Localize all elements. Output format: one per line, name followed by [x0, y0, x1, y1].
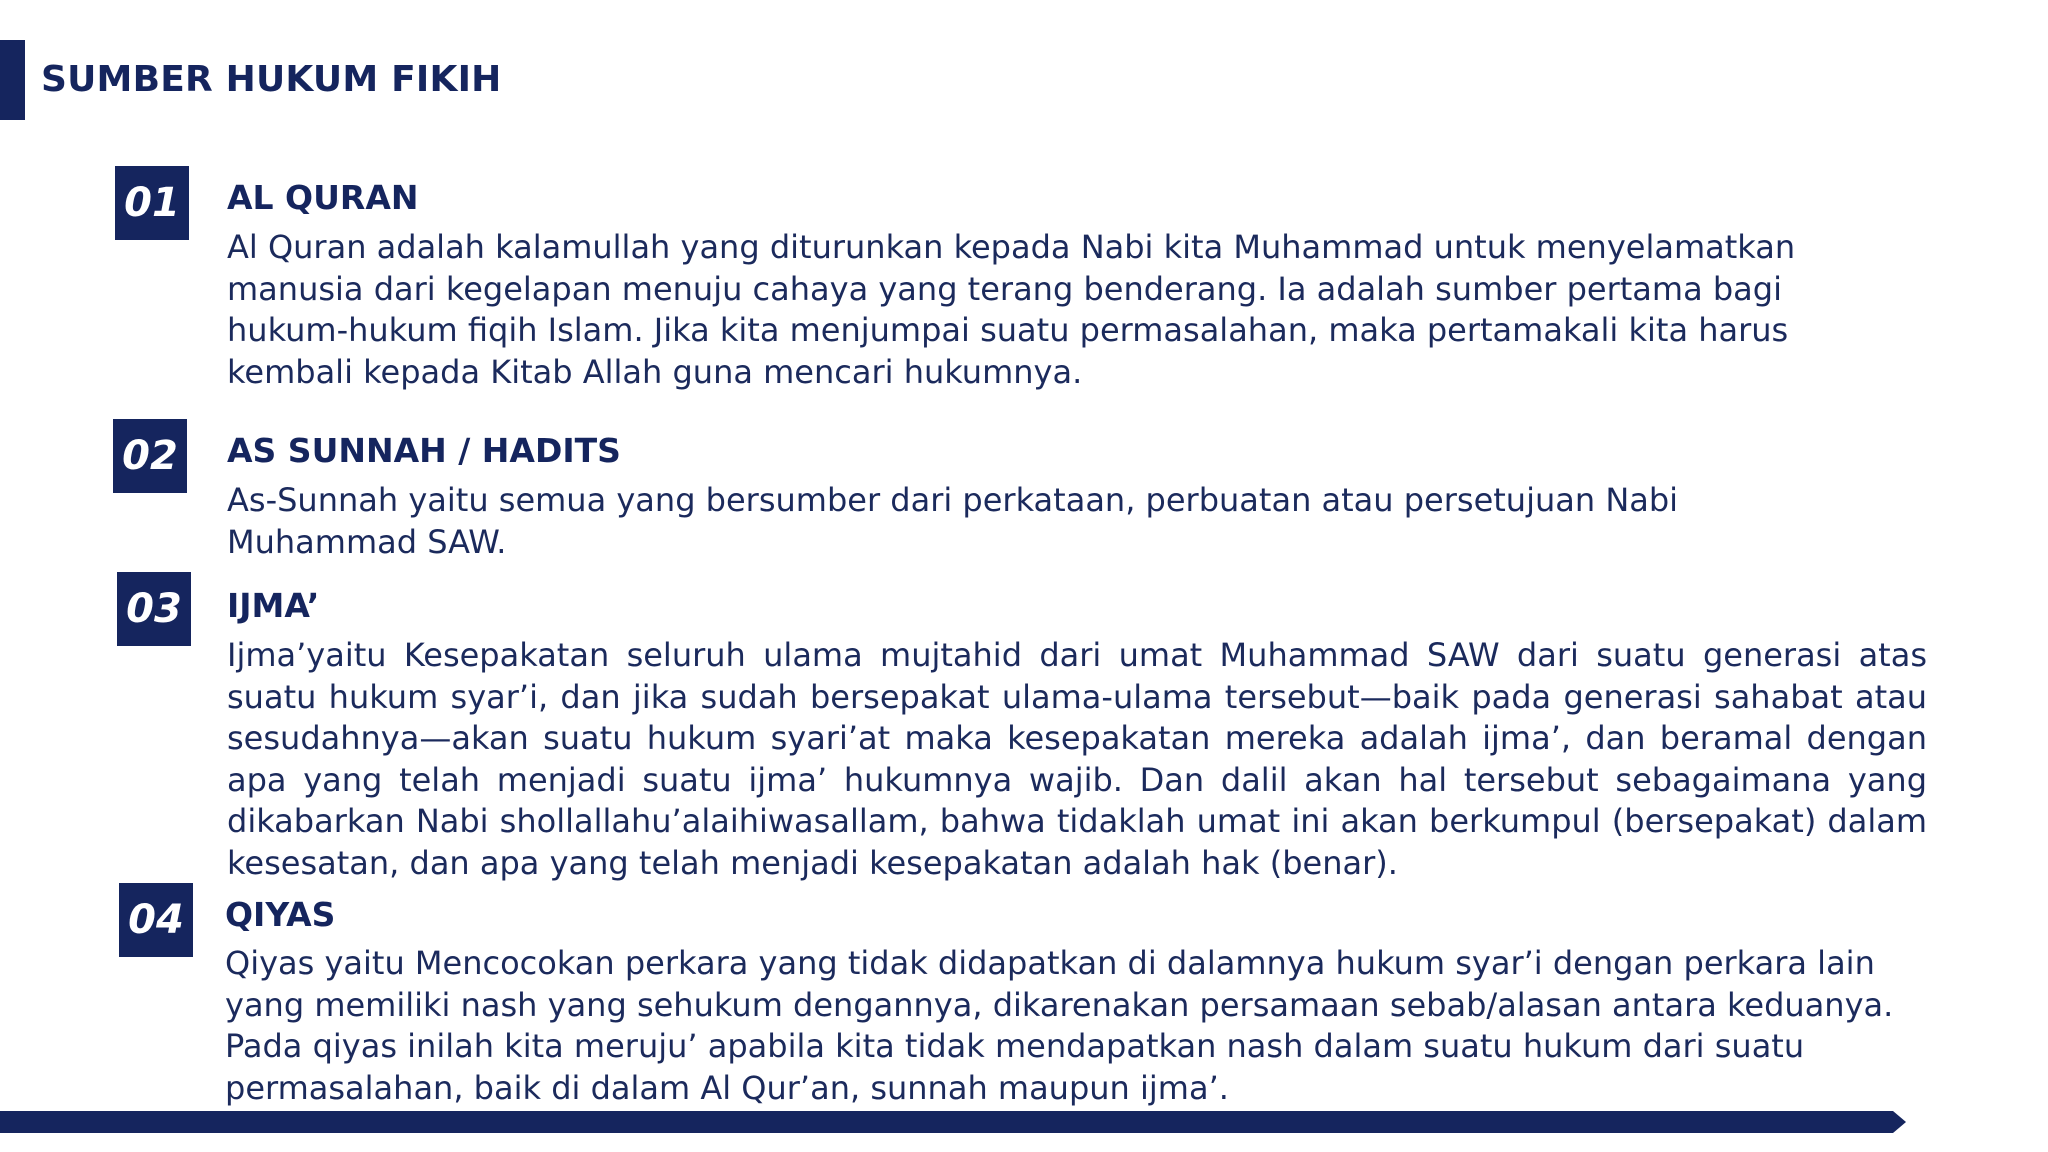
section-body-qiyas: Qiyas yaitu Mencocokan perkara yang tidak didapatkan di dalamnya hukum syar’i dengan perkara lain yang memiliki nash yang sehukum dengannya, dikarenakan persamaan sebab/alasan antara keduanya. Pada qiyas inilah kita meruju’ apabila kita tidak mendapatkan nash dalam suatu hukum dari suatu permasalahan, baik di dalam Al Qur’an, sunnah maupun ijma’. [225, 944, 1894, 1107]
page-title: SUMBER HUKUM FIKIH [41, 59, 502, 100]
section-number-01: 01 [115, 166, 189, 240]
title-accent-bar [0, 40, 25, 120]
section-body-ijma: Ijma’yaitu Kesepakatan seluruh ulama mujtahid dari umat Muhammad SAW dari suatu generasi atas suatu hukum syar’i, dan jika sudah bersepakat ulama-ulama tersebut—baik pada generasi sahabat atau sesudahnya—akan suatu hukum syari’at maka kesepakatan mereka adalah ijma’, dan beramal dengan apa yang telah menjadi suatu ijma’ hukumnya wajib. Dan dalil akan hal tersebut sebagaimana yang dikabarkan Nabi shollallahu’alaihiwasallam, bahwa tidaklah umat ini akan berkumpul (bersepakat) dalam kesesatan, dan apa yang telah menjadi kesepakatan adalah hak (benar). [227, 636, 1927, 882]
bottom-arrow-bar [0, 1111, 1910, 1133]
section-body-al-quran: Al Quran adalah kalamullah yang diturunkan kepada Nabi kita Muhammad untuk menyelamatkan manusia dari kegelapan menuju cahaya yang terang benderang. Ia adalah sumber pertama bagi hukum-hukum fiqih Islam. Jika kita menjumpai suatu permasalahan, maka pertamakali kita harus kembali kepada Kitab Allah guna mencari hukumnya. [227, 228, 1796, 391]
section-number-04: 04 [119, 883, 193, 957]
section-heading-qiyas: QIYAS [225, 895, 336, 934]
section-heading-as-sunnah: AS SUNNAH / HADITS [227, 431, 621, 470]
section-heading-al-quran: AL QURAN [227, 178, 419, 217]
section-number-03: 03 [117, 572, 191, 646]
section-heading-ijma: IJMA’ [227, 586, 320, 625]
section-number-02: 02 [113, 419, 187, 493]
section-body-as-sunnah: As-Sunnah yaitu semua yang bersumber dari perkataan, perbuatan atau persetujuan Nabi Muhammad SAW. [227, 481, 1679, 561]
